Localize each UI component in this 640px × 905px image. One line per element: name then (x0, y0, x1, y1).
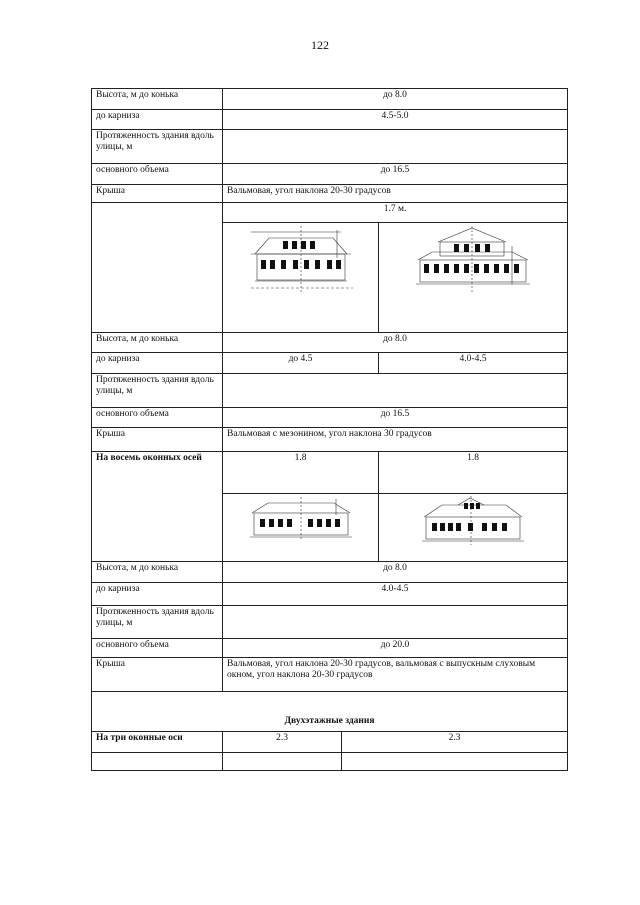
house-facade-icon (241, 224, 361, 294)
facade-drawing-1 (223, 223, 379, 333)
house-facade-icon (418, 495, 528, 547)
length-value (223, 606, 568, 639)
length-value (223, 374, 568, 408)
eave-value-2: 4.0-4.5 (379, 353, 568, 374)
ratio-value-2: 2.3 (342, 732, 568, 753)
roof-value: Вальмовая, угол наклона 20-30 градусов, вальмовая с выпускным слуховым окном, угол наклона 20-30 градусов (223, 658, 568, 692)
length-label: Протяженность здания вдоль улицы, м (92, 374, 223, 408)
main-volume-label: основного объема (92, 408, 223, 428)
empty-cell (223, 753, 342, 771)
ratio-value: 1.7 м. (223, 203, 568, 223)
length-value (223, 130, 568, 164)
height-value: до 8.0 (223, 333, 568, 353)
eave-label: до карниза (92, 353, 223, 374)
roof-value: Вальмовая с мезонином, угол наклона 30 градусов (223, 428, 568, 452)
facade-drawing-4 (379, 494, 568, 562)
figure-label-cell (92, 203, 223, 333)
height-label: Высота, м до конька (92, 562, 223, 583)
eave-value: 4.5-5.0 (223, 110, 568, 130)
empty-cell (342, 753, 568, 771)
height-label: Высота, м до конька (92, 89, 223, 110)
height-value: до 8.0 (223, 89, 568, 110)
eave-value: 4.0-4.5 (223, 583, 568, 606)
ratio-value-1: 2.3 (223, 732, 342, 753)
main-volume-value: до 20.0 (223, 639, 568, 658)
section-title: Двухэтажные здания (92, 692, 568, 732)
roof-label: Крыша (92, 428, 223, 452)
length-label: Протяженность здания вдоль улицы, м (92, 130, 223, 164)
eave-label: до карниза (92, 110, 223, 130)
block-heading: На восемь оконных осей (92, 452, 223, 562)
house-facade-icon (408, 224, 538, 294)
block-heading: На три оконные оси (92, 732, 223, 753)
empty-cell (92, 753, 223, 771)
roof-label: Крыша (92, 185, 223, 203)
eave-label: до карниза (92, 583, 223, 606)
main-volume-label: основного объема (92, 639, 223, 658)
main-volume-label: основного объема (92, 164, 223, 185)
page-number: 122 (311, 38, 329, 52)
house-facade-icon (246, 495, 356, 543)
parameters-table (91, 88, 567, 787)
height-value: до 8.0 (223, 562, 568, 583)
length-label: Протяженность здания вдоль улицы, м (92, 606, 223, 639)
roof-value: Вальмовая, угол наклона 20-30 градусов (223, 185, 568, 203)
facade-drawing-2 (379, 223, 568, 333)
main-volume-value: до 16.5 (223, 408, 568, 428)
ratio-value-2: 1.8 (379, 452, 568, 494)
height-label: Высота, м до конька (92, 333, 223, 353)
eave-value-1: до 4.5 (223, 353, 379, 374)
roof-label: Крыша (92, 658, 223, 692)
main-volume-value: до 16.5 (223, 164, 568, 185)
facade-drawing-3 (223, 494, 379, 562)
ratio-value-1: 1.8 (223, 452, 379, 494)
